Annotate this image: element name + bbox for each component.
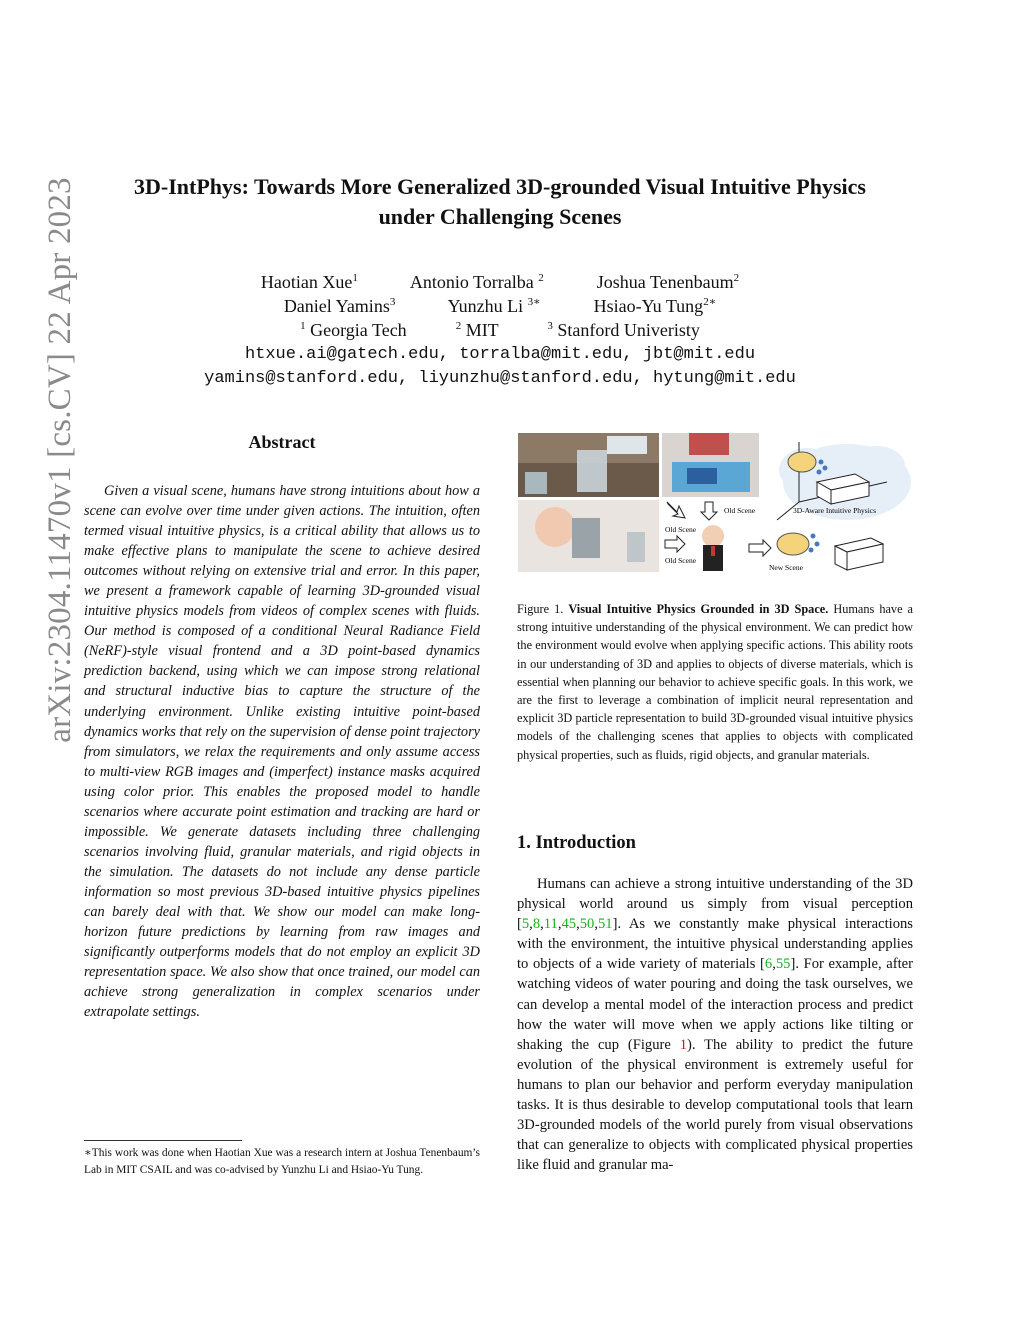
author-name: Yunzhu Li	[447, 296, 528, 316]
paper-title	[60, 172, 940, 232]
label-old-scene: Old Scene	[665, 556, 697, 565]
author-sup: 2	[538, 272, 544, 284]
affiliation: Stanford Univeristy	[552, 320, 700, 340]
citation-link[interactable]: 6	[764, 956, 773, 973]
label-new-scene: New Scene	[769, 563, 803, 572]
photo-baby	[518, 500, 659, 572]
author-name: Daniel Yamins	[283, 296, 390, 316]
citation-link[interactable]: 11	[543, 916, 558, 933]
abstract-heading: Abstract	[248, 432, 316, 452]
citation-link[interactable]: 45	[561, 916, 577, 933]
citation-link[interactable]: 55	[775, 956, 791, 973]
emails-line-2: yamins@stanford.edu, liyunzhu@stanford.edu, hytung@mit.edu	[204, 369, 796, 388]
intro-text: Humans can achieve a strong intuitive understanding of the 3D physical world around us simply from visual perception [	[517, 876, 913, 933]
figure-1	[517, 432, 913, 578]
title-line-2: under Challenging Scenes	[378, 204, 622, 229]
citation-link[interactable]: 8	[532, 916, 541, 933]
affil-sup: 3	[547, 320, 553, 332]
figure-character	[702, 525, 724, 571]
author-name: Haotian Xue	[260, 272, 353, 292]
author-sup: 3∗	[527, 296, 541, 308]
intro-text: ]. As we constantly make physical interactions with the environment, the intuitive physical understanding applies to objects of a wide variety of materials [	[517, 916, 913, 973]
author-sup: 2	[733, 272, 740, 284]
author-sup: 3	[389, 296, 396, 308]
affiliation: MIT	[461, 320, 499, 340]
author-name: Joshua Tenenbaum	[596, 272, 734, 292]
label-old-scene: Old Scene	[665, 525, 697, 534]
citation-link[interactable]: 51	[598, 916, 613, 933]
author-name: Hsiao-Yu Tung	[593, 296, 704, 316]
photo-basin	[662, 433, 759, 497]
author-sup: 1	[352, 272, 358, 284]
authors-row-1	[110, 270, 890, 294]
arxiv-side-stamp: arXiv:2304.11470v1 [cs.CV] 22 Apr 2023	[42, 177, 78, 743]
affiliation: Georgia Tech	[305, 320, 407, 340]
author-sup: 2∗	[703, 296, 717, 308]
intro-text: ). The ability to predict the future evolution of the physical environment is extremely useful for humans to plan our behavior and perform everyday manipulation tasks. It is thus desirable to develop computational tools that learn 3D-grounded models of the world purely from visual observations that can generalize to objects with complicated physical properties like fluid and granular ma-	[517, 1036, 913, 1174]
caption-text: Humans have a strong intuitive understanding of the physical environment. We can predict how the environment would evolve when applying specific actions. This ability roots in our understanding of 3D and applies to objects of diverse materials, which is essential when planning our behavior to achieve specific goals. In this work, we are the first to leverage a combination of implicit neural representation and explicit 3D particle representation to build 3D-grounded visual intuitive physics models of the challenging scenes that applies to objects with complicated physical properties, such as fluids, rigid objects, and granular materials.	[517, 602, 913, 762]
label-3d-aware: 3D-Aware Intuitive Physics	[793, 506, 877, 515]
affil-sup: 2	[455, 320, 462, 332]
figure-ref-link[interactable]: 1	[679, 1036, 688, 1053]
authors-row-2	[110, 294, 890, 318]
figure-caption	[517, 600, 913, 764]
citation-link[interactable]: 5	[521, 916, 530, 933]
footnote: ∗This work was done when Haotian Xue was a research intern at Joshua Tenenbaum’s Lab in MIT CSAIL and was co-advised by Yunzhu Li and Hsiao-Yu Tung.	[84, 1147, 480, 1176]
label-old-scene: Old Scene	[724, 506, 756, 515]
emails-line-1: htxue.ai@gatech.edu, torralba@mit.edu, jbt@mit.edu	[244, 345, 756, 364]
section-heading-introduction: 1. Introduction	[517, 833, 636, 853]
affil-sup: 1	[300, 320, 306, 332]
title-line-1: 3D-IntPhys: Towards More Generalized 3D-grounded Visual Intuitive Physics	[134, 174, 866, 199]
caption-bold: Visual Intuitive Physics Grounded in 3D Space.	[568, 602, 829, 616]
abstract-body: Given a visual scene, humans have strong intuitions about how a scene can evolve over time under given actions. The intuition, often termed visual intuitive physics, is a critical ability that allows us to make effective plans to manipulate the scene to achieve desired outcomes without relying on extensive trial and error. In this paper, we present a framework capable of learning 3D-grounded visual intuitive physics models from videos of complex scenes with fluids. Our method is composed of a conditional Neural Radiance Field (NeRF)-style visual frontend and a 3D point-based dynamics prediction backend, using which we can impose strong relational and structural inductive bias to capture the structure of the underlying environment. Unlike existing intuitive point-based dynamics works that rely on the supervision of dense point trajectory from simulators, we relax the requirements and only assume access to multi-view RGB images and (imperfect) instance masks acquired using color prior. This enables the proposed model to handle scenarios where accurate point estimation and tracking are hard or impossible. We generate datasets including three challenging scenarios involving fluid, granular materials, and rigid objects in the simulation. The datasets do not include any dense particle information so most previous 3D-based intuitive physics pipelines can barely deal with that. We show our model can make long-horizon future predictions by learning from raw images and significantly outperforms models that do not employ an explicit 3D representation space. We also show that once trained, our model can achieve strong generalization in complex scenarios under extrapolate settings.	[84, 483, 480, 1021]
caption-prefix: Figure 1.	[517, 602, 564, 616]
introduction-body: Humans can achieve a strong intuitive understanding of the 3D physical world around us simply from visual perception [5,8,11,45,50,51]. As we constantly make physical interactions with the environment, the intuitive physical understanding applies to objects of a wide variety of materials [6,55]. For example, after watching videos of water pouring and doing the task ourselves, we can develop a mental model of the interaction process and predict how the water will move when we apply actions like tilting or shaking the cup (Figure 1). The ability to predict the future evolution of the physical environment is extremely useful for humans to plan our behavior and perform everyday manipulation tasks. It is thus desirable to develop computational tools that learn 3D-grounded models of the world purely from visual observations that can generalize to objects with complicated physical properties like fluid and granular ma-	[517, 876, 913, 1174]
intro-text: ]. For example, after watching videos of water pouring and doing the task ourselves, we can develop a mental model of the interaction process and predict how the water will move when we apply actions like tilting or shaking the cup (Figure	[517, 956, 913, 1053]
footnote-rule	[84, 1140, 242, 1141]
affiliations	[110, 318, 890, 342]
photo-pouring	[518, 433, 659, 497]
author-name: Antonio Torralba	[409, 272, 539, 292]
citation-link[interactable]: 50	[579, 916, 595, 933]
